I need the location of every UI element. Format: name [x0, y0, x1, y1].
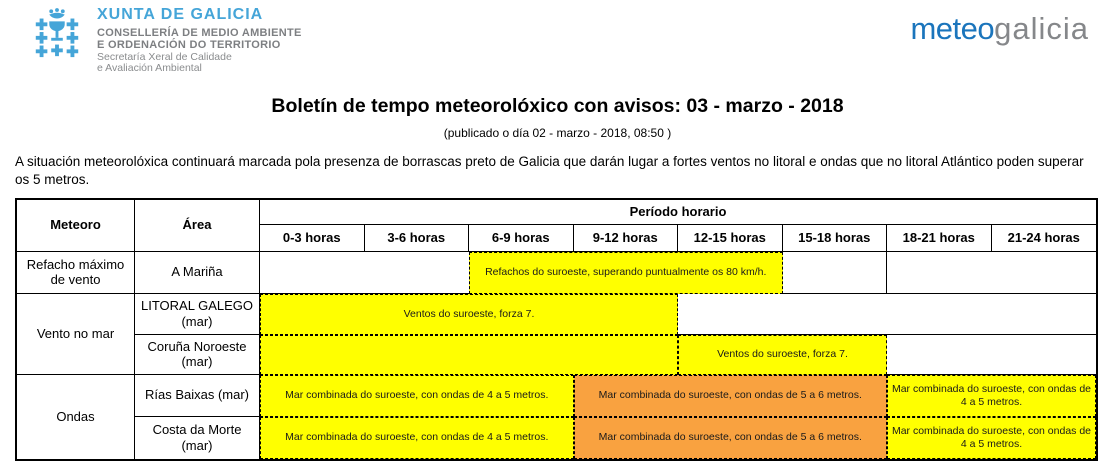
warning-cell: Mar combinada do suroeste, con ondas de 4 a 5 metros.	[887, 417, 1096, 459]
warning-cell: Ventos do suroeste, forza 7.	[678, 335, 887, 375]
meteoro-label: Refacho máximo de vento	[17, 252, 135, 294]
warning-cell: Ventos do suroeste, forza 7.	[260, 294, 678, 335]
warning-cell: Mar combinada do suroeste, con ondas de 5 a 6 metros.	[574, 417, 888, 459]
area-label: Rías Baixas (mar)	[135, 375, 260, 417]
meteoro-label: Vento no mar	[17, 294, 135, 375]
meteoro-label: Ondas	[17, 375, 135, 459]
xunta-name: XUNTA DE GALICIA	[97, 6, 264, 23]
xunta-dept-line2: E ORDENACIÓN DO TERRITORIO	[97, 39, 281, 52]
empty-period-cell	[887, 252, 1096, 294]
column-header-area: Área	[135, 200, 260, 252]
empty-period-cell	[887, 335, 1096, 375]
column-header-meteoro: Meteoro	[17, 200, 135, 252]
hour-header: 21-24 horas	[992, 225, 1097, 252]
empty-period-cell	[260, 252, 469, 294]
xunta-dept-line1: CONSELLERÍA DE MEDIO AMBIENTE	[97, 26, 302, 39]
warning-cell: Mar combinada do suroeste, con ondas de 4 a 5 metros.	[260, 375, 574, 417]
intro-paragraph: A situación meteorolóxica continuará marcada pola presenza de borrascas preto de Galicia que darán lugar a fortes ventos no litoral e ondas que no litoral Atlántico poden superar os 5 metros.	[15, 154, 1084, 187]
xunta-sec-line1: Secretaría Xeral de Calidade	[97, 50, 232, 63]
hour-header: 15-18 horas	[783, 225, 888, 252]
hour-header: 18-21 horas	[887, 225, 992, 252]
hour-header: 9-12 horas	[574, 225, 679, 252]
xunta-emblem-icon	[30, 7, 84, 75]
meteogalicia-logo-galicia: galicia	[994, 11, 1089, 46]
hour-header: 12-15 horas	[678, 225, 783, 252]
warnings-table	[15, 198, 1098, 461]
empty-period-cell	[678, 294, 1096, 335]
warning-cell: Refachos do suroeste, superando puntualmente os 80 km/h.	[469, 252, 783, 294]
column-header-period: Período horario	[260, 200, 1096, 225]
xunta-logo-block	[30, 5, 302, 75]
hour-header: 3-6 horas	[365, 225, 470, 252]
warning-cell	[260, 335, 678, 375]
hour-header: 6-9 horas	[469, 225, 574, 252]
hour-header: 0-3 horas	[260, 225, 365, 252]
published-date: (publicado o día 02 - marzo - 2018, 08:50 )	[443, 126, 672, 141]
xunta-text-block	[97, 5, 302, 75]
meteogalicia-logo-meteo: meteo	[910, 11, 995, 46]
warning-cell: Mar combinada do suroeste, con ondas de 4 a 5 metros.	[260, 417, 574, 459]
area-label: LITORAL GALEGO (mar)	[135, 294, 260, 335]
area-label: Coruña Noroeste (mar)	[135, 335, 260, 375]
page-header	[0, 0, 1115, 75]
page-title: Boletín de tempo meteorolóxico con avisos: 03 - marzo - 2018	[271, 95, 844, 118]
area-label: A Mariña	[135, 252, 260, 294]
meteogalicia-logo	[910, 11, 1089, 47]
xunta-sec-line2: e Avaliación Ambiental	[97, 62, 202, 75]
warning-cell: Mar combinada do suroeste, con ondas de 5 a 6 metros.	[574, 375, 888, 417]
empty-period-cell	[783, 252, 888, 294]
area-label: Costa da Morte (mar)	[135, 417, 260, 459]
warning-cell: Mar combinada do suroeste, con ondas de 4 a 5 metros.	[887, 375, 1096, 417]
